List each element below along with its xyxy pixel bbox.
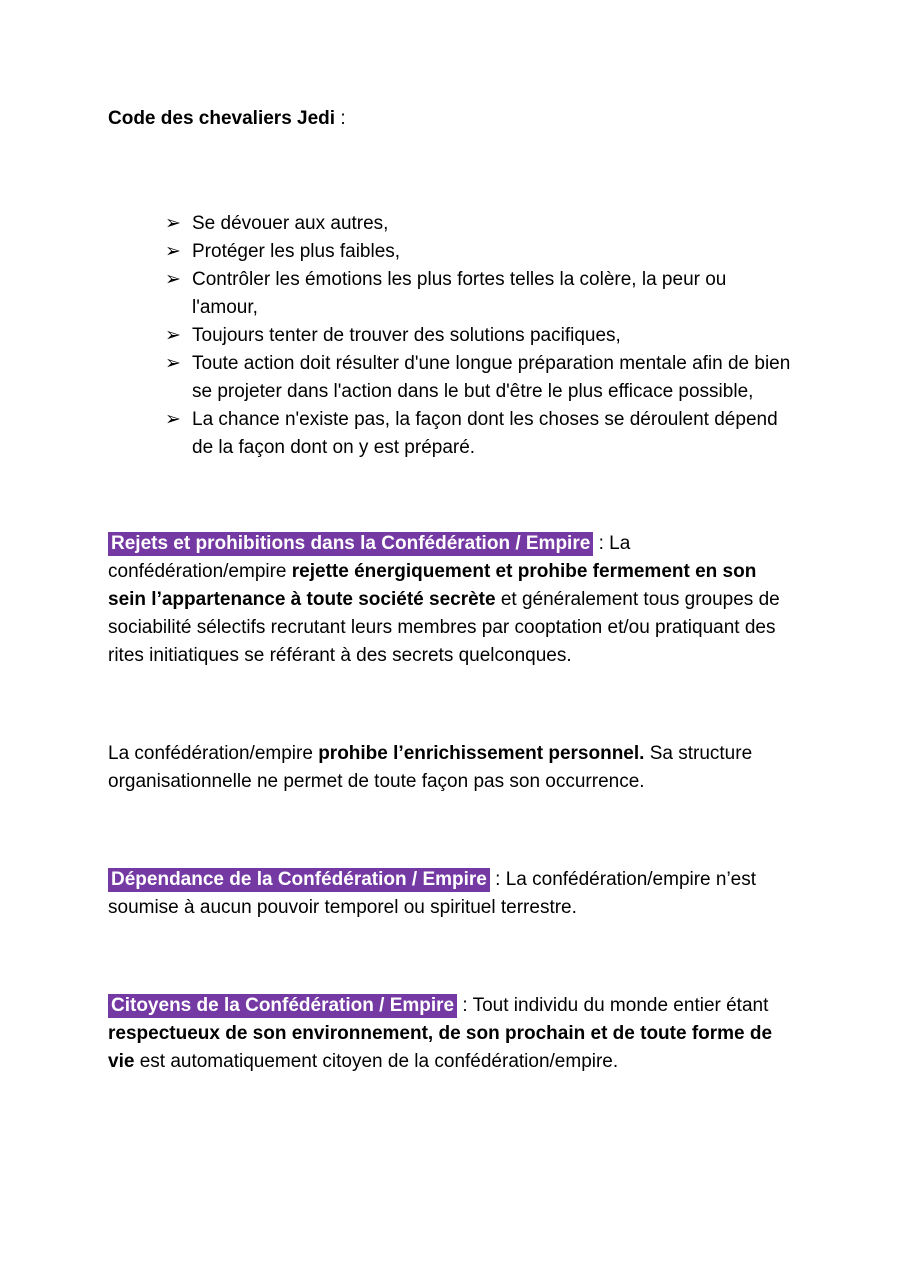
arrow-bullet-icon: ➢ <box>165 269 181 290</box>
text-run: rejette énergiquement et prohibe fermement en son sein l’appartenance à toute société secrète <box>108 561 757 610</box>
list-item-text: Toujours tenter de trouver des solutions pacifiques, <box>192 325 621 346</box>
text-run: La confédération/empire <box>108 743 319 764</box>
document-title <box>108 105 795 133</box>
highlighted-heading: Dépendance de la Confédération / Empire <box>108 868 490 892</box>
highlighted-heading: Rejets et prohibitions dans la Confédération / Empire <box>108 532 593 556</box>
jedi-code-list <box>108 210 795 462</box>
list-item <box>165 350 795 406</box>
highlighted-heading: Citoyens de la Confédération / Empire <box>108 994 457 1018</box>
text-run: : <box>335 108 346 129</box>
text-run: respectueux de son environnement, de son prochain et de toute forme de vie <box>108 1023 773 1072</box>
list-item-text: Protéger les plus faibles, <box>192 241 401 262</box>
text-run: : La confédération/empire n’est soumise à aucun pouvoir temporel ou spirituel terrestre. <box>108 869 757 918</box>
list-item-text: Toute action doit résulter d'une longue préparation mentale afin de bien se projeter dans l'action dans le but d'être le plus efficace possible, <box>192 353 791 402</box>
list-item <box>165 266 795 322</box>
list-item-text: Contrôler les émotions les plus fortes telles la colère, la peur ou l'amour, <box>192 269 727 318</box>
text-run: : Tout individu du monde entier étant <box>457 995 769 1016</box>
text-run: : La confédération/empire <box>108 533 631 582</box>
text-run: prohibe l’enrichissement personnel. <box>318 743 645 764</box>
list-item <box>165 210 795 238</box>
list-item-text: La chance n'existe pas, la façon dont les choses se déroulent dépend de la façon dont on y est préparé. <box>192 409 778 458</box>
list-item-text: Se dévouer aux autres, <box>192 213 389 234</box>
text-run: Sa structure organisationnelle ne permet de toute façon pas son occurrence. <box>108 743 753 792</box>
arrow-bullet-icon: ➢ <box>165 409 181 430</box>
arrow-bullet-icon: ➢ <box>165 241 181 262</box>
arrow-bullet-icon: ➢ <box>165 213 181 234</box>
text-run: est automatiquement citoyen de la confédération/empire. <box>134 1051 619 1072</box>
paragraph-enrichissement-personnel <box>108 740 795 796</box>
list-item <box>165 406 795 462</box>
arrow-bullet-icon: ➢ <box>165 325 181 346</box>
paragraph-citoyens <box>108 992 795 1076</box>
text-run: et généralement tous groupes de sociabilité sélectifs recrutant leurs membres par cooptation et/ou pratiquant des rites initiatiques se référant à des secrets quelconques. <box>108 589 780 666</box>
list-item <box>165 322 795 350</box>
list-item <box>165 238 795 266</box>
text-run: Code des chevaliers Jedi <box>108 108 336 129</box>
arrow-bullet-icon: ➢ <box>165 353 181 374</box>
paragraph-dependance <box>108 866 795 922</box>
paragraph-rejets-et-prohibitions <box>108 530 795 670</box>
